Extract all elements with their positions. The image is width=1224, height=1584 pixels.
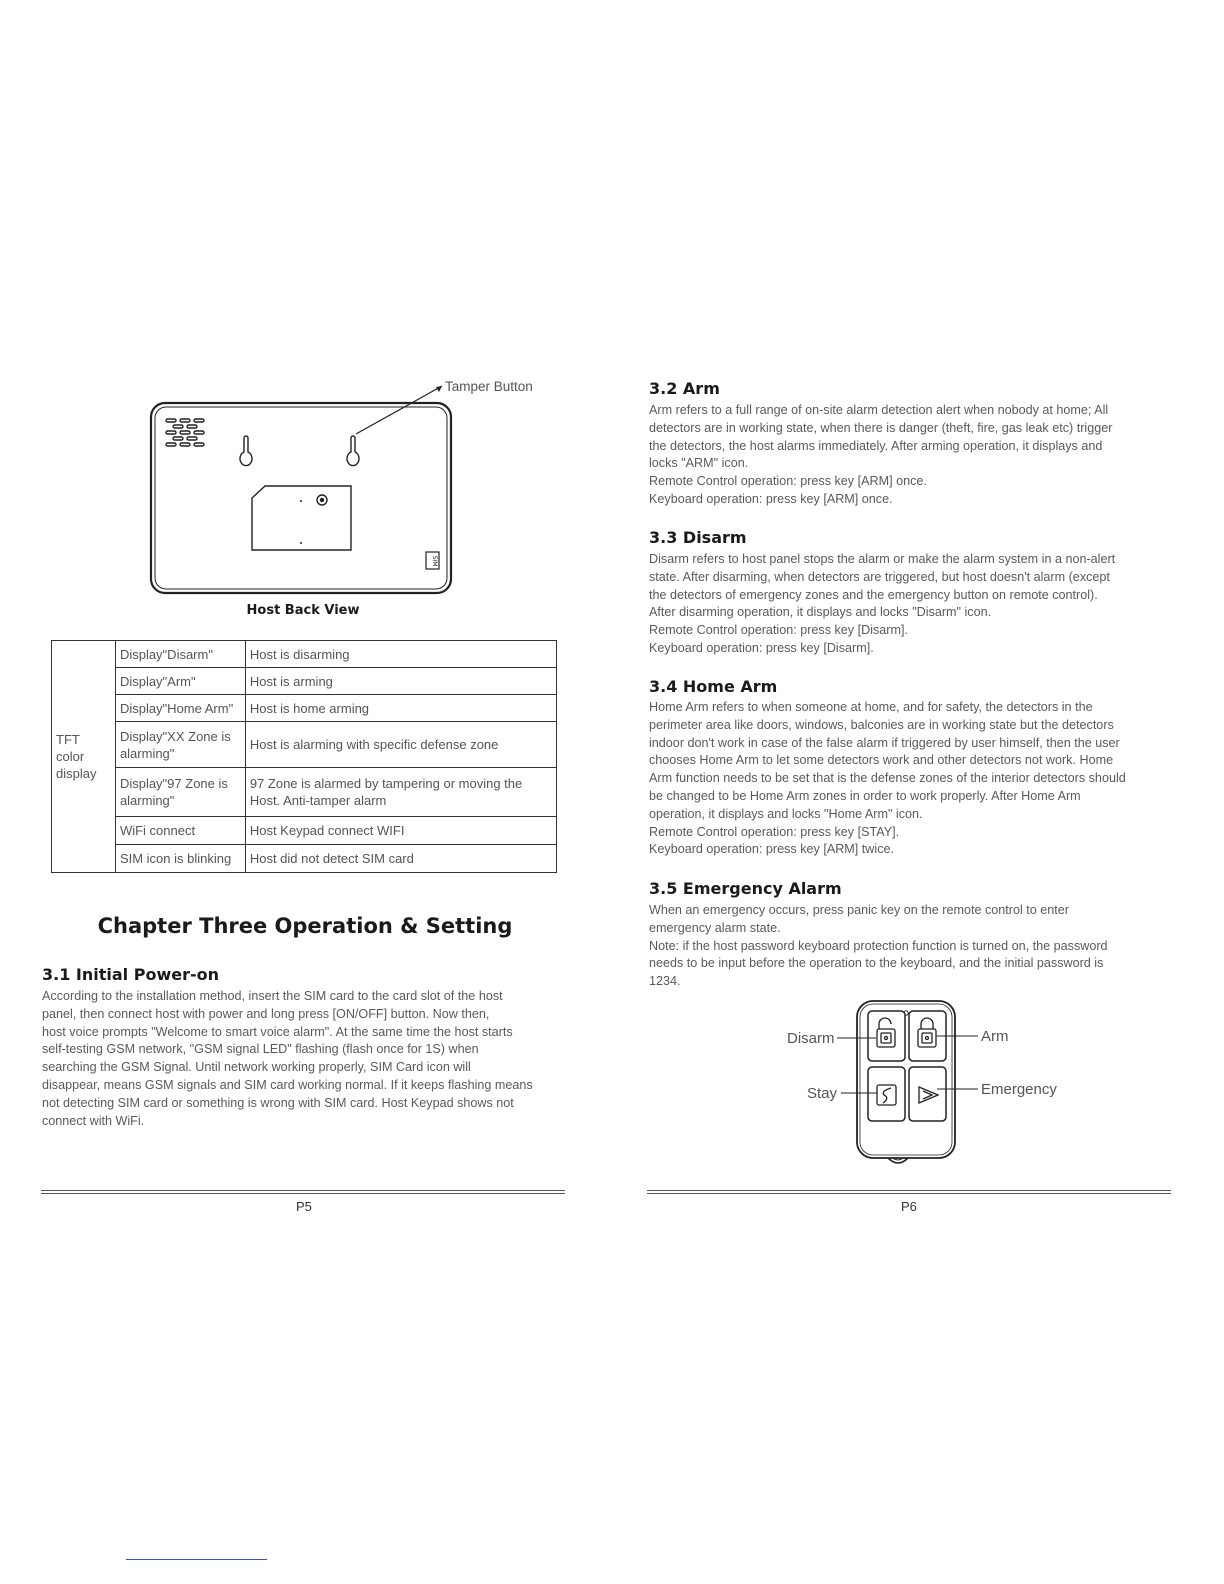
text-line: According to the installation method, insert the SIM card to the card slot of the host (42, 989, 503, 1003)
text-line: searching the GSM Signal. Until network working properly, SIM Card icon will (42, 1060, 471, 1075)
display-cell: Display"Home Arm" (115, 695, 245, 722)
mount-hole-left-icon (240, 436, 252, 466)
text-line: connect with WiFi. (42, 1113, 145, 1128)
display-cell: SIM icon is blinking (115, 845, 245, 873)
text-line: needs to be input before the operation to the keyboard, and the initial password is (649, 956, 1104, 971)
mount-hole-right-icon (347, 436, 359, 466)
text-line: When an emergency occurs, press panic key on the remote control to enter (649, 903, 1070, 917)
text-line: self-testing GSM network, "GSM signal LED" flashing (flash once for 1S) when (42, 1042, 479, 1057)
text-line: Keyboard operation: press key [ARM] once. (649, 491, 893, 506)
table-row (52, 845, 557, 873)
display-cell: Display"97 Zone is alarming" (115, 768, 245, 817)
text-line: state. After disarming, when detectors are triggered, but host doesn't alarm (except (649, 569, 1110, 584)
text-line: Remote Control operation: press key [ARM] once. (649, 474, 927, 489)
remote-control-figure (780, 995, 1080, 1175)
footer-rule (41, 1193, 565, 1194)
hyperlink-underline[interactable] (126, 1559, 267, 1560)
remote-arm-label: Arm (981, 1028, 1009, 1045)
text-line: detectors are in working state, when there is danger (theft, fire, gas leak etc) trigger (649, 420, 1113, 435)
table-row (52, 668, 557, 695)
text-line: disappear, means GSM signals and SIM card working normal. If it keeps flashing means (42, 1077, 533, 1092)
text-line: Home Arm refers to when someone at home, and for safety, the detectors in the (649, 700, 1093, 714)
text-line: 1234. (649, 974, 681, 989)
section-body-3-5 (649, 902, 1189, 991)
tamper-button-label: Tamper Button (445, 379, 533, 394)
chapter-title: Chapter Three Operation & Setting (97, 914, 513, 938)
footer-rule (647, 1193, 1171, 1194)
text-line: locks "ARM" icon. (649, 456, 749, 471)
remote-emergency-button (909, 1067, 946, 1121)
page-number-right: P6 (901, 1199, 917, 1214)
text-line: After disarming operation, it displays and locks "Disarm" icon. (649, 605, 992, 620)
table-row (52, 768, 557, 817)
footer-rule (41, 1190, 565, 1191)
text-line: Remote Control operation: press key [Disarm]. (649, 623, 908, 638)
text-line: panel, then connect host with power and long press [ON/OFF] button. Now then, (42, 1006, 490, 1021)
text-line: Remote Control operation: press key [STAY]. (649, 824, 900, 839)
text-line: operation, it displays and locks "Home Arm" icon. (649, 806, 923, 821)
footer-rule (647, 1190, 1171, 1191)
text-line: be changed to be Home Arm zones in order to work properly. After Home Arm (649, 788, 1081, 803)
remote-stay-button (868, 1067, 905, 1121)
text-line: Keyboard operation: press key [ARM] twice. (649, 842, 894, 857)
text-line: the detectors of emergency zones and the emergency button on remote control). (649, 587, 1098, 602)
meaning-cell: Host is alarming with specific defense zone (245, 722, 556, 768)
section-heading-3-2: 3.2 Arm (649, 379, 720, 398)
meaning-cell: Host is disarming (245, 641, 556, 668)
display-status-table (51, 640, 557, 873)
text-line: Arm function needs to be set that is the defense zones of the interior detectors should (649, 771, 1126, 786)
speaker-grille-icon (166, 419, 204, 446)
text-line: perimeter area like doors, windows, balconies are in working state but the detectors (649, 717, 1114, 732)
section-body-3-2 (649, 402, 1189, 509)
text-line: emergency alarm state. (649, 920, 781, 935)
text-line: not detecting SIM card or something is wrong with SIM card. Host Keypad shows not (42, 1095, 514, 1110)
table-row (52, 817, 557, 845)
group-label-cell: TFT color display (52, 641, 116, 873)
page-number-left: P5 (296, 1199, 312, 1214)
text-line: Arm refers to a full range of on-site alarm detection alert when nobody at home; All (649, 403, 1109, 417)
meaning-cell: Host is home arming (245, 695, 556, 722)
table-row (52, 641, 557, 668)
host-back-view-figure (140, 370, 580, 600)
section-heading-3-3: 3.3 Disarm (649, 528, 747, 547)
figure-caption: Host Back View (246, 603, 360, 618)
text-line: Disarm refers to host panel stops the alarm or make the alarm system in a non-alert (649, 552, 1116, 566)
text-line: chooses Home Arm to let some detectors work and other detectors not work. Home (649, 753, 1114, 768)
table-row (52, 722, 557, 768)
remote-stay-label: Stay (807, 1085, 838, 1102)
meaning-cell: Host Keypad connect WIFI (245, 817, 556, 845)
display-cell: Display"Arm" (115, 668, 245, 695)
text-line: the detectors, the host alarms immediately. After arming operation, it displays and (649, 438, 1103, 453)
section-heading-3-1: 3.1 Initial Power-on (42, 965, 219, 984)
meaning-cell: 97 Zone is alarmed by tampering or moving the Host. Anti-tamper alarm (245, 768, 556, 817)
section-body-3-1 (42, 988, 572, 1130)
text-line: Keyboard operation: press key [Disarm]. (649, 640, 874, 655)
section-body-3-3 (649, 551, 1189, 658)
sim-slot-label: SIM (431, 555, 438, 567)
meaning-cell: Host did not detect SIM card (245, 845, 556, 873)
section-heading-3-4: 3.4 Home Arm (649, 677, 778, 696)
text-line: Note: if the host password keyboard protection function is turned on, the password (649, 938, 1108, 953)
display-cell: WiFi connect (115, 817, 245, 845)
table-row (52, 695, 557, 722)
section-heading-3-5: 3.5 Emergency Alarm (649, 879, 842, 898)
display-cell: Display"Disarm" (115, 641, 245, 668)
remote-emergency-label: Emergency (981, 1081, 1057, 1098)
display-cell: Display"XX Zone is alarming" (115, 722, 245, 768)
meaning-cell: Host is arming (245, 668, 556, 695)
text-line: indoor don't work in case of the false alarm if triggered by user himself, then the user (649, 735, 1120, 750)
section-body-3-4 (649, 699, 1199, 859)
text-line: host voice prompts "Welcome to smart voice alarm". At the same time the host starts (42, 1024, 513, 1039)
remote-disarm-label: Disarm (787, 1030, 835, 1047)
